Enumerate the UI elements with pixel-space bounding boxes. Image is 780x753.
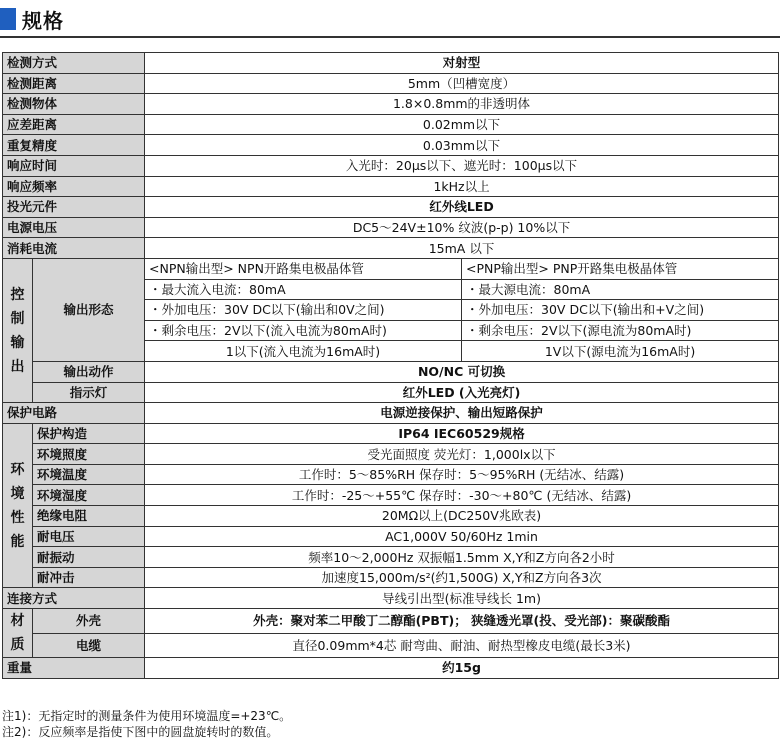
- env-label: 耐振动: [33, 547, 145, 568]
- row-label: 保护电路: [3, 403, 145, 424]
- row-value: 约15g: [145, 658, 779, 679]
- row-label: 连接方式: [3, 588, 145, 609]
- row-value: 1.8×0.8mm的非透明体: [145, 94, 779, 115]
- table-row: [3, 114, 779, 135]
- table-row: [3, 382, 779, 403]
- row-value: 入光时：20μs以下、遮光时：100μs以下: [145, 155, 779, 176]
- env-label: 环境照度: [33, 444, 145, 465]
- output-action-value: NO/NC 可切换: [145, 361, 779, 382]
- row-value: 0.03mm以下: [145, 135, 779, 156]
- heading-accent-bar: [0, 8, 16, 30]
- table-row: [3, 197, 779, 218]
- env-label: 耐冲击: [33, 567, 145, 588]
- pnp-line: ・最大源电流：80mA: [462, 279, 779, 300]
- env-label: 耐电压: [33, 526, 145, 547]
- section-title: 规格: [22, 8, 64, 33]
- row-label: 重复精度: [3, 135, 145, 156]
- table-row: [3, 258, 779, 279]
- table-row: [3, 217, 779, 238]
- table-row: [3, 526, 779, 547]
- env-value: 频率10～2,000Hz 双振幅1.5mm X,Y和Z方向各2小时: [145, 547, 779, 568]
- npn-line: ・最大流入电流：80mA: [145, 279, 462, 300]
- table-row: [3, 506, 779, 527]
- table-row: [3, 464, 779, 485]
- table-row: [3, 567, 779, 588]
- heading-rule: [0, 36, 780, 38]
- table-row: [3, 485, 779, 506]
- env-value: IP64 IEC60529规格: [145, 423, 779, 444]
- row-value: 1kHz以上: [145, 176, 779, 197]
- row-label: 投光元件: [3, 197, 145, 218]
- row-value: 0.02mm以下: [145, 114, 779, 135]
- case-label: 外壳: [33, 609, 145, 634]
- output-form-label: 输出形态: [33, 258, 145, 361]
- output-action-label: 输出动作: [33, 361, 145, 382]
- row-label: 电源电压: [3, 217, 145, 238]
- env-value: AC1,000V 50/60Hz 1min: [145, 526, 779, 547]
- row-value: 对射型: [145, 53, 779, 74]
- npn-line: <NPN输出型> NPN开路集电极晶体管: [145, 258, 462, 279]
- row-label: 检测物体: [3, 94, 145, 115]
- pnp-line: ・外加电压：30V DC以下(输出和+V之间): [462, 300, 779, 321]
- table-row: [3, 94, 779, 115]
- table-row: [3, 633, 779, 658]
- table-row: [3, 361, 779, 382]
- env-label: 环境温度: [33, 464, 145, 485]
- footnote: 注2)：反应频率是指使下图中的圆盘旋转时的数值。: [2, 725, 279, 739]
- row-label: 检测距离: [3, 73, 145, 94]
- row-value: 电源逆接保护、输出短路保护: [145, 403, 779, 424]
- row-label: 应差距离: [3, 114, 145, 135]
- env-label: 绝缘电阻: [33, 506, 145, 527]
- table-row: [3, 176, 779, 197]
- table-row: [3, 423, 779, 444]
- table-row: [3, 588, 779, 609]
- pnp-line: 1V以下(源电流为16mA时): [462, 341, 779, 362]
- footnotes: [2, 708, 291, 740]
- cable-label: 电缆: [33, 633, 145, 658]
- spec-table: [2, 52, 779, 679]
- cable-value: 直径0.09mm*4芯 耐弯曲、耐油、耐热型橡皮电缆(最长3米): [145, 633, 779, 658]
- env-label: 环境湿度: [33, 485, 145, 506]
- row-label: 检测方式: [3, 53, 145, 74]
- table-row: [3, 135, 779, 156]
- row-label: 重量: [3, 658, 145, 679]
- footnote: 注1)：无指定时的测量条件为使用环境温度=+23℃。: [2, 709, 292, 723]
- npn-line: ・外加电压：30V DC以下(输出和0V之间): [145, 300, 462, 321]
- npn-line: ・剩余电压：2V以下(流入电流为80mA时): [145, 320, 462, 341]
- pnp-line: <PNP输出型> PNP开路集电极晶体管: [462, 258, 779, 279]
- indicator-value: 红外LED (入光亮灯): [145, 382, 779, 403]
- table-row: [3, 53, 779, 74]
- env-label: 保护构造: [33, 423, 145, 444]
- indicator-label: 指示灯: [33, 382, 145, 403]
- row-value: 红外线LED: [145, 197, 779, 218]
- table-row: [3, 73, 779, 94]
- row-label: 响应频率: [3, 176, 145, 197]
- row-value: 15mA 以下: [145, 238, 779, 259]
- case-value: 外壳：聚对苯二甲酸丁二醇酯(PBT)； 狭缝透光罩(投、受光部)：聚碳酸酯: [145, 609, 779, 634]
- section-heading: [0, 6, 64, 32]
- control-output-group-label: 控制输出: [3, 258, 33, 402]
- env-value: 加速度15,000m/s²(约1,500G) X,Y和Z方向各3次: [145, 567, 779, 588]
- env-value: 20MΩ以上(DC250V兆欧表): [145, 506, 779, 527]
- pnp-line: ・剩余电压：2V以下(源电流为80mA时): [462, 320, 779, 341]
- material-group-label: 材质: [3, 609, 33, 658]
- env-value: 受光面照度 荧光灯：1,000lx以下: [145, 444, 779, 465]
- env-value: 工作时：-25～+55℃ 保存时：-30～+80℃ (无结冰、结露): [145, 485, 779, 506]
- row-value: 导线引出型(标准导线长 1m): [145, 588, 779, 609]
- table-row: [3, 547, 779, 568]
- table-row: [3, 658, 779, 679]
- npn-line: 1以下(流入电流为16mA时): [145, 341, 462, 362]
- row-value: DC5～24V±10% 纹波(p-p) 10%以下: [145, 217, 779, 238]
- env-value: 工作时：5～85%RH 保存时：5～95%RH (无结冰、结露): [145, 464, 779, 485]
- table-row: [3, 238, 779, 259]
- row-value: 5mm（凹槽宽度）: [145, 73, 779, 94]
- table-row: [3, 155, 779, 176]
- row-label: 响应时间: [3, 155, 145, 176]
- environment-group-label: 环境性能: [3, 423, 33, 588]
- table-row: [3, 403, 779, 424]
- table-row: [3, 444, 779, 465]
- row-label: 消耗电流: [3, 238, 145, 259]
- table-row: [3, 609, 779, 634]
